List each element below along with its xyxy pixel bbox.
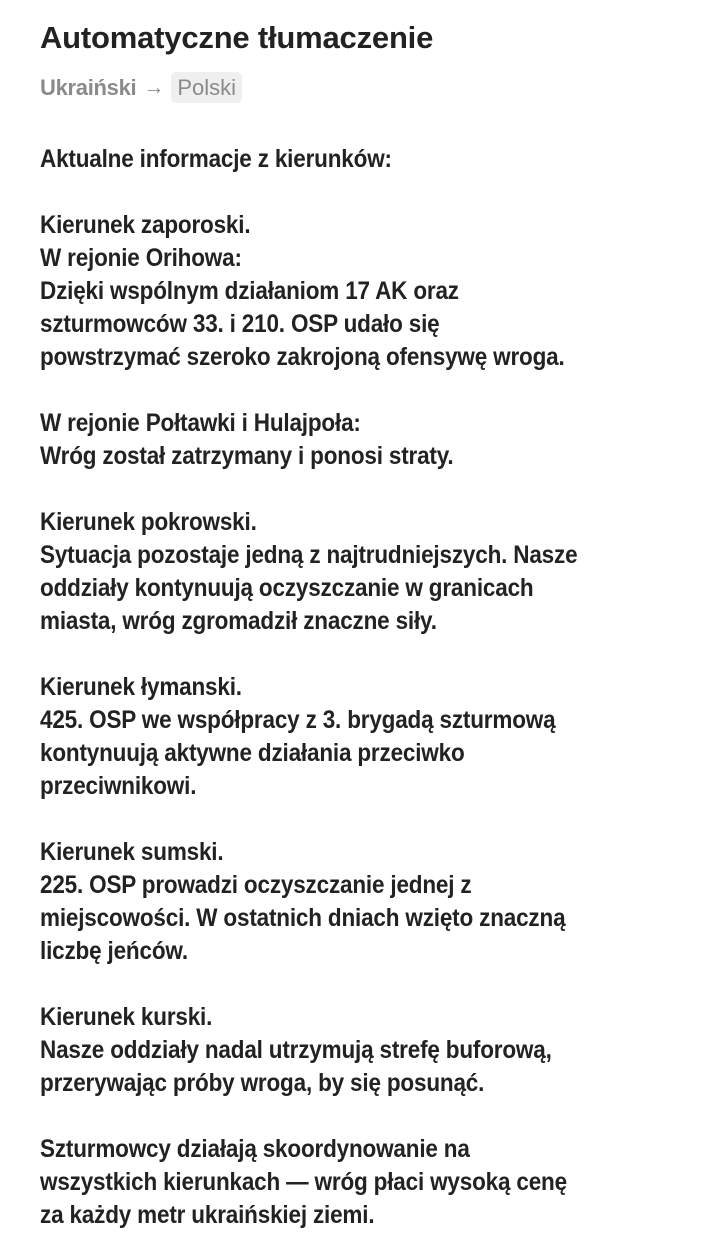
text-line: szturmowców 33. i 210. OSP udało się	[40, 310, 440, 338]
text-line: wszystkich kierunkach — wróg płaci wysoką cenę	[40, 1168, 567, 1196]
section-heading: Kierunek kurski.	[40, 1003, 213, 1031]
intro-line: Aktualne informacje z kierunków:	[40, 145, 392, 173]
target-language-chip[interactable]: Polski	[171, 72, 242, 103]
paragraph-gap	[40, 968, 706, 1001]
text-line: W rejonie Orihowa:	[40, 244, 242, 272]
text-line: powstrzymać szeroko zakrojoną ofensywę wroga.	[40, 343, 565, 371]
text-line: Sytuacja pozostaje jedną z najtrudniejszych. Nasze	[40, 541, 578, 569]
section-closing	[40, 1133, 706, 1232]
paragraph-gap	[40, 473, 706, 506]
paragraph-gap	[40, 374, 706, 407]
paragraph-gap	[40, 803, 706, 836]
section-heading: Kierunek sumski.	[40, 838, 224, 866]
text-line: liczbę jeńców.	[40, 937, 188, 965]
language-pair	[40, 72, 242, 103]
section-heading: Kierunek łymanski.	[40, 673, 242, 701]
text-line: 225. OSP prowadzi oczyszczanie jednej z	[40, 871, 472, 899]
text-line: oddziały kontynuują oczyszczanie w granicach	[40, 574, 534, 602]
section-heading: Kierunek pokrowski.	[40, 508, 257, 536]
text-line: Nasze oddziały nadal utrzymują strefę buforową,	[40, 1036, 552, 1064]
paragraph-gap	[40, 1100, 706, 1133]
section-heading: Kierunek zaporoski.	[40, 211, 251, 239]
text-line: za każdy metr ukraińskiej ziemi.	[40, 1201, 375, 1229]
text-line: przerywając próby wroga, by się posunąć.	[40, 1069, 485, 1097]
section-pokrowski	[40, 506, 706, 638]
section-kurski	[40, 1001, 706, 1100]
section-zaporoski	[40, 209, 706, 374]
text-line: Dzięki wspólnym działaniom 17 AK oraz	[40, 277, 459, 305]
section-poltawka	[40, 407, 706, 473]
text-line: miejscowości. W ostatnich dniach wzięto znaczną	[40, 904, 566, 932]
text-line: przeciwnikowi.	[40, 772, 197, 800]
source-language: Ukraiński	[40, 74, 137, 100]
text-line: 425. OSP we współpracy z 3. brygadą szturmową	[40, 706, 556, 734]
text-line: W rejonie Połtawki i Hulajpoła:	[40, 409, 361, 437]
page-title: Automatyczne tłumaczenie	[40, 20, 434, 55]
section-lymanski	[40, 671, 706, 803]
text-line: kontynuują aktywne działania przeciwko	[40, 739, 465, 767]
translated-text	[40, 143, 706, 1232]
paragraph-gap	[40, 638, 706, 671]
section-sumski	[40, 836, 706, 968]
arrow-right-icon: →	[143, 75, 165, 99]
paragraph-gap	[40, 176, 706, 209]
text-line: Szturmowcy działają skoordynowanie na	[40, 1135, 470, 1163]
text-line: Wróg został zatrzymany i ponosi straty.	[40, 442, 454, 470]
text-line: miasta, wróg zgromadził znaczne siły.	[40, 607, 437, 635]
